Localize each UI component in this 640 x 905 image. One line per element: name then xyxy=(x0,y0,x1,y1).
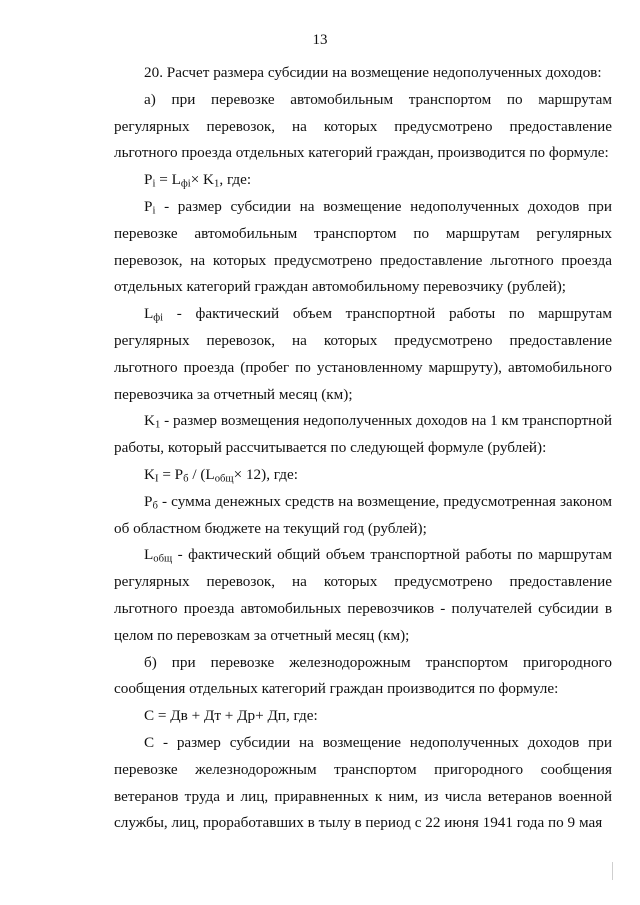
paragraph-item-b: б) при перевозке железнодорожным транспортом пригородного сообщения отдельных категорий граждан производится по формуле: xyxy=(114,653,612,698)
definition-pi: $P_i$ - размер субсидии на возмещение недополученных доходов при перевозке автомобильным транспортом по маршрутам регулярных перевозок, на которых предусмотрено предоставление льготного проезда отдельных категорий граждан автомобильному перевозчику (рублей); xyxy=(114,197,612,296)
definition-lfi: $L_{фi}$ - фактический объем транспортной работы по маршрутам регулярных перевозок, на которых предусмотрено предоставление льготного проезда (пробег по установленному маршруту), автомобильного перевозчика за отчетный месяц (км); xyxy=(114,305,612,403)
paragraph-item-a: а) при перевозке автомобильным транспортом по маршрутам регулярных перевозок, на которых предусмотрено предоставление льготного проезда отдельных категорий граждан, производится по формуле: xyxy=(114,90,612,162)
formula-c: С = Дв + Дт + Др+ Дп, где: xyxy=(144,707,318,725)
definition-pb: $P_б$ - сумма денежных средств на возмещение, предусмотренная законом об областном бюджете на текущий год (рублей); xyxy=(114,492,612,537)
scan-mark xyxy=(612,862,613,880)
definition-k1: $K_1$ - размер возмещения недополученных доходов на 1 км транспортной работы, который рассчитывается по следующей формуле (рублей): xyxy=(114,412,612,457)
definition-lobsch: $L_{общ}$ - фактический общий объем транспортной работы по маршрутам регулярных перевозок, на которых предусмотрено предоставление льготного проезда автомобильных перевозчиков - получателей субсидии в целом по перевозкам за отчетный месяц (км); xyxy=(114,546,612,644)
page-number: 13 xyxy=(312,32,328,48)
document-body xyxy=(114,60,612,837)
formula-k1: $K_I = P_б / (L_{общ}\times 12)$, где: xyxy=(144,465,298,485)
definition-c: С - размер субсидии на возмещение недополученных доходов при перевозке железнодорожным транспортом пригородного сообщения ветеранов труда и лиц, приравненных к ним, из числа ветеранов военной службы, лиц, проработавших в тылу в период с 22 июня 1941 года по 9 мая xyxy=(114,733,612,832)
paragraph-section-20: 20. Расчет размера субсидии на возмещение недополученных доходов: xyxy=(144,64,602,81)
formula-pi: $P_i = L_{фi}\times K_1$, где: xyxy=(144,171,252,190)
